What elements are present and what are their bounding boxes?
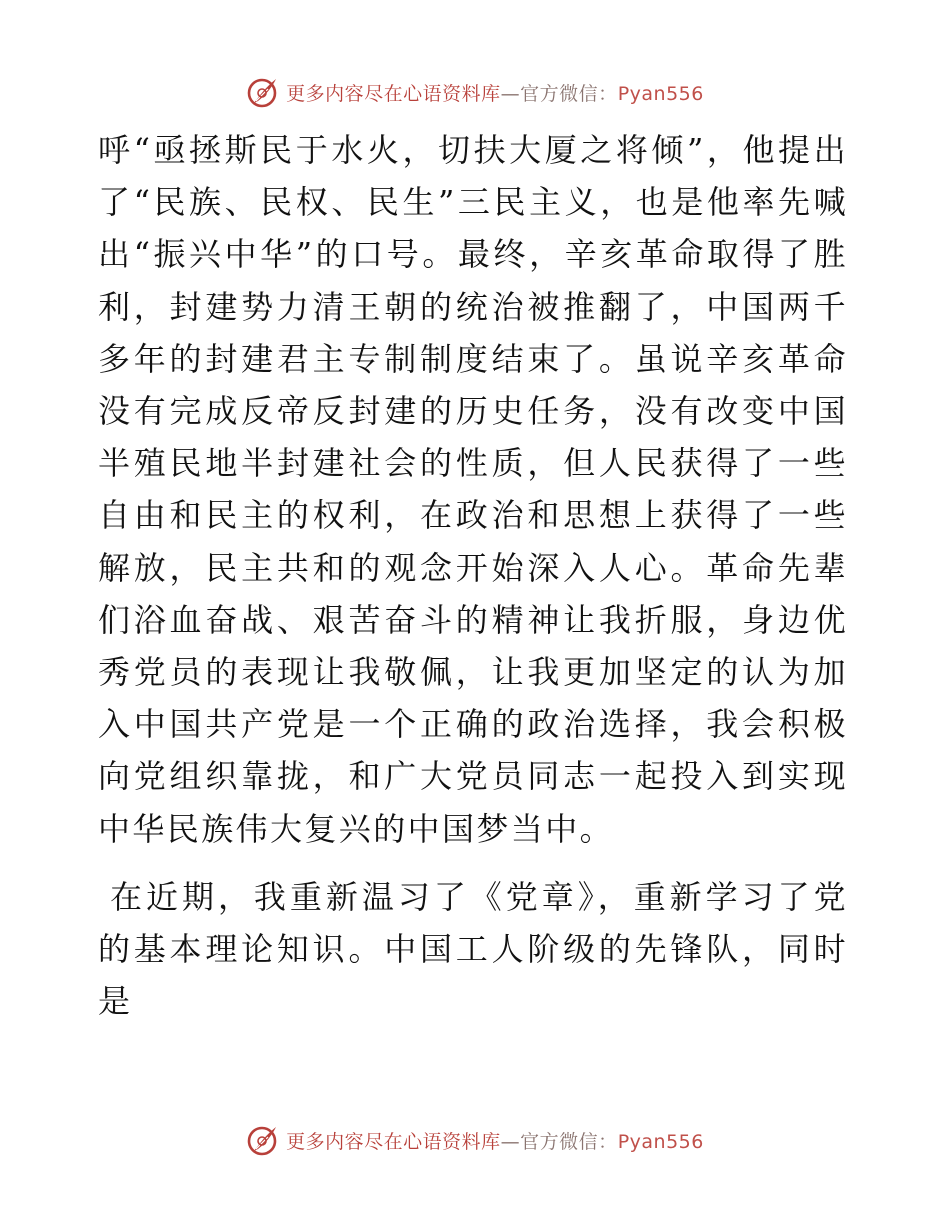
banner-main-text: 更多内容尽在心语资料库 bbox=[286, 1130, 501, 1153]
body-paragraph-2: 在近期，我重新温习了《党章》，重新学习了党的基本理论知识。中国工人阶级的先锋队，同时是 bbox=[98, 877, 848, 1021]
document-body bbox=[98, 124, 848, 1027]
header-banner bbox=[0, 72, 950, 112]
banner-wechat-id: Pyan556 bbox=[617, 82, 704, 105]
banner-wechat-label: 官方微信： bbox=[520, 1130, 618, 1153]
banner-dash: — bbox=[500, 82, 521, 105]
quill-pen-circle-icon bbox=[246, 1123, 280, 1157]
banner-dash: — bbox=[500, 1130, 521, 1153]
banner-main-text: 更多内容尽在心语资料库 bbox=[286, 82, 501, 105]
quill-pen-circle-icon bbox=[246, 75, 280, 109]
banner-wechat-id: Pyan556 bbox=[617, 1130, 704, 1153]
banner-text bbox=[286, 79, 704, 106]
banner-wechat-label: 官方微信： bbox=[520, 82, 618, 105]
banner-text bbox=[286, 1127, 704, 1154]
footer-banner bbox=[0, 1120, 950, 1160]
body-paragraph-1: 呼“亟拯斯民于水火，切扶大厦之将倾”，他提出了“民族、民权、民生”三民主义，也是他率先喊出“振兴中华”的口号。最终，辛亥革命取得了胜利，封建势力清王朝的统治被推翻了，中国两千多年的封建君主专制制度结束了。虽说辛亥革命没有完成反帝反封建的历史任务，没有改变中国半殖民地半封建社会的性质，但人民获得了一些自由和民主的权利，在政治和思想上获得了一些解放，民主共和的观念开始深入人心。革命先辈们浴血奋战、艰苦奋斗的精神让我折服，身边优秀党员的表现让我敬佩，让我更加坚定的认为加入中国共产党是一个正确的政治选择，我会积极向党组织靠拢，和广大党员同志一起投入到实现中华民族伟大复兴的中国梦当中。 bbox=[98, 131, 848, 848]
